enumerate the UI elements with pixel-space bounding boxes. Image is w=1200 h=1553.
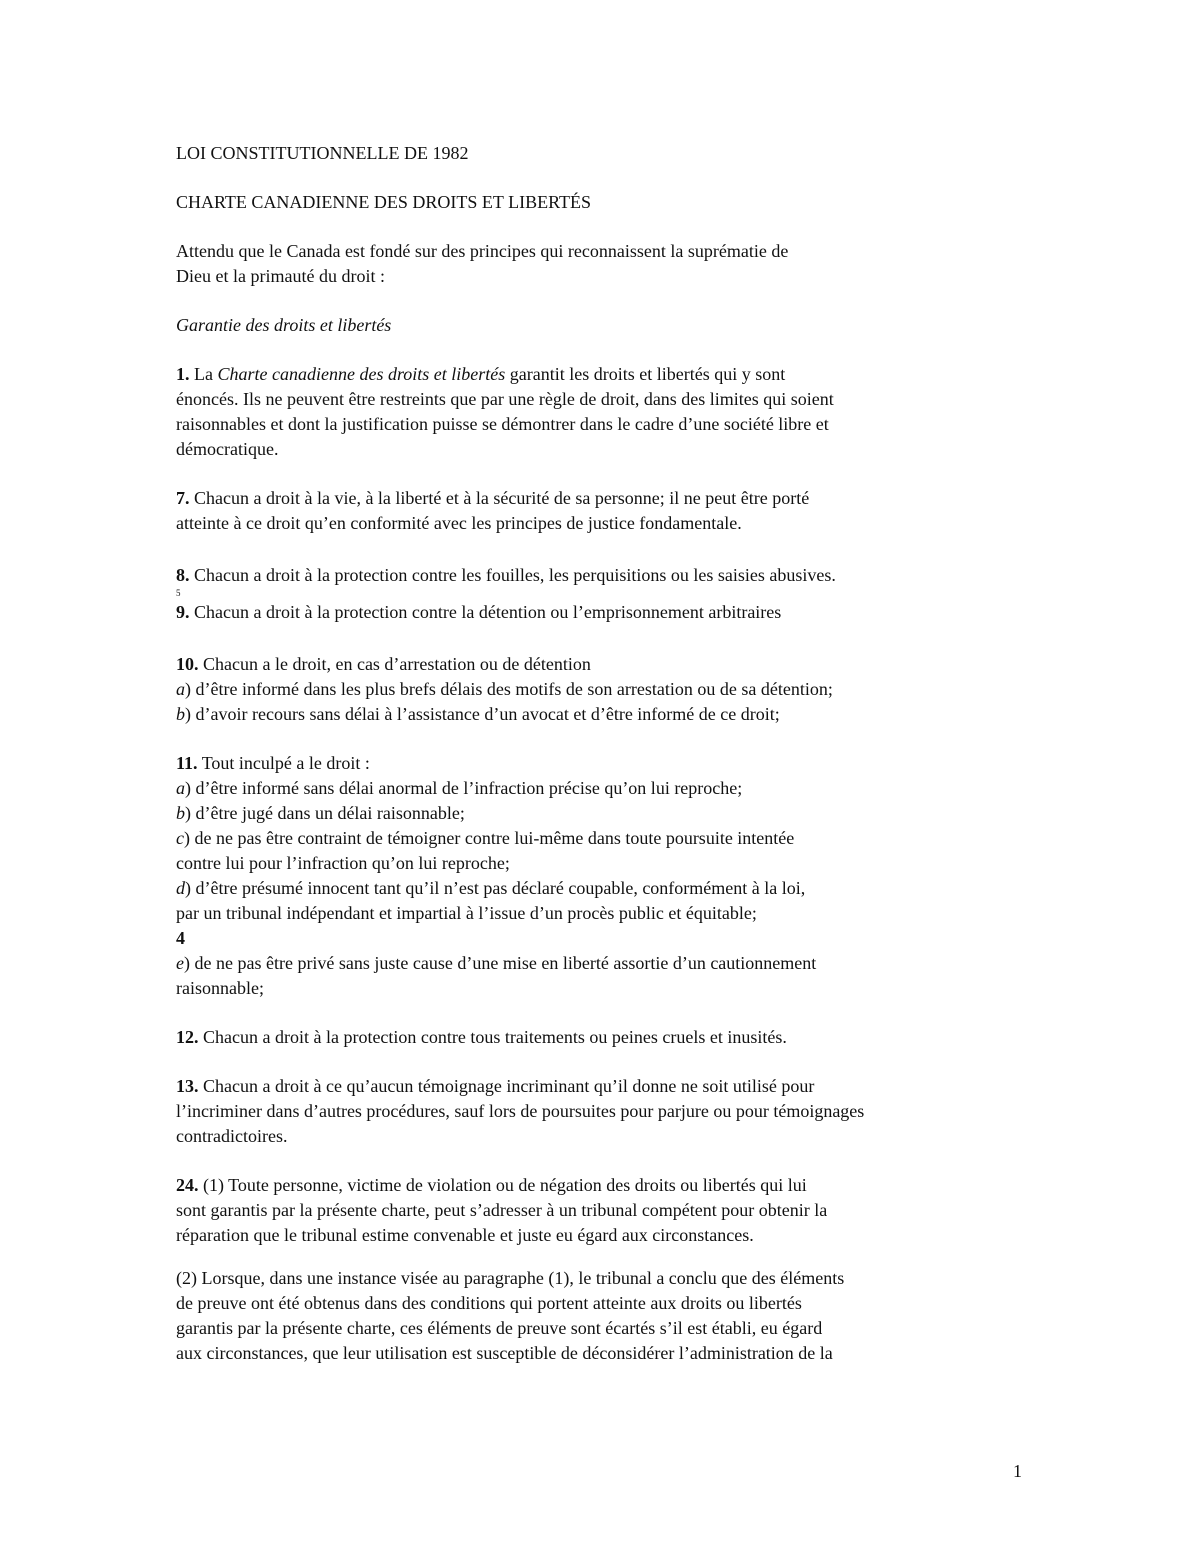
list-item: c) de ne pas être contraint de témoigner contre lui-même dans toute poursuite intentée — [176, 828, 795, 848]
section-12: 12. Chacun a droit à la protection contre tous traitements ou peines cruels et inusités. — [176, 1027, 787, 1047]
section-13: 13. Chacun a droit à ce qu’aucun témoignage incriminant qu’il donne ne soit utilisé pour l’incriminer dans d’autres procédures, sauf lors de poursuites pour parjure ou pour témoignages contradictoires. — [176, 1074, 1036, 1149]
section-number: 8. — [176, 565, 190, 585]
preamble-line: Dieu et la primauté du droit : — [176, 266, 385, 286]
stray-number: 4 — [176, 928, 185, 948]
section-heading: Garantie des droits et libertés — [176, 315, 392, 335]
charter-title: CHARTE CANADIENNE DES DROITS ET LIBERTÉS — [176, 192, 591, 212]
section-number: 1. — [176, 364, 190, 384]
list-item-continuation: raisonnable; — [176, 978, 264, 998]
paragraph-line: contradictoires. — [176, 1126, 288, 1146]
section-7: 7. Chacun a droit à la vie, à la liberté et à la sécurité de sa personne; il ne peut être porté atteinte à ce droit qu’en conformité avec les principes de justice fondamentale. — [176, 486, 1036, 536]
paragraph-line: atteinte à ce droit qu’en conformité avec les principes de justice fondamentale. — [176, 513, 742, 533]
section-9: 9. Chacun a droit à la protection contre la détention ou l’emprisonnement arbitraires — [176, 602, 782, 622]
section-10: 10. Chacun a le droit, en cas d’arrestation ou de détention a) d’être informé dans les plus brefs délais des motifs de son arrestation ou de sa détention; b) d’avoir recours sans délai à l’assistance d’un avocat et d’être informé de ce droit; — [176, 652, 1036, 727]
paragraph-line: aux circonstances, que leur utilisation est susceptible de déconsidérer l’administration de la — [176, 1343, 833, 1363]
section-8: 8. Chacun a droit à la protection contre les fouilles, les perquisitions ou les saisies abusives. — [176, 565, 836, 585]
section-number: 13. — [176, 1076, 199, 1096]
list-item: a) d’être informé dans les plus brefs délais des motifs de son arrestation ou de sa détention; — [176, 679, 833, 699]
section-1: 1. La Charte canadienne des droits et libertés garantit les droits et libertés qui y sont énoncés. Ils ne peuvent être restreints que par une règle de droit, dans des limites qui soient raisonnables et dont la justification puisse se démontrer dans le cadre d’une société libre et démocratique. — [176, 362, 1036, 462]
list-item: a) d’être informé sans délai anormal de l’infraction précise qu’on lui reproche; — [176, 778, 743, 798]
page-number: 1 — [1013, 1461, 1022, 1481]
document-title: LOI CONSTITUTIONNELLE DE 1982 — [176, 143, 469, 163]
charter-name: Charte canadienne des droits et libertés — [217, 364, 506, 384]
preamble — [176, 239, 1036, 289]
stray-mark: 5 — [176, 588, 181, 598]
paragraph-line: l’incriminer dans d’autres procédures, sauf lors de poursuites pour parjure ou pour témoignages — [176, 1101, 865, 1121]
list-item-continuation: contre lui pour l’infraction qu’on lui reproche; — [176, 853, 510, 873]
section-number: 11. — [176, 753, 198, 773]
paragraph-line: de preuve ont été obtenus dans des conditions qui portent atteinte aux droits ou libertés — [176, 1293, 802, 1313]
section-number: 7. — [176, 488, 190, 508]
paragraph-line: (2) Lorsque, dans une instance visée au paragraphe (1), le tribunal a conclu que des éléments — [176, 1268, 845, 1288]
section-number: 24. — [176, 1175, 199, 1195]
list-item-continuation: par un tribunal indépendant et impartial à l’issue d’un procès public et équitable; — [176, 903, 757, 923]
paragraph-line: sont garantis par la présente charte, peut s’adresser à un tribunal compétent pour obtenir la — [176, 1200, 828, 1220]
paragraph-line: réparation que le tribunal estime convenable et juste eu égard aux circonstances. — [176, 1225, 754, 1245]
section-11: 11. Tout inculpé a le droit : a) d’être informé sans délai anormal de l’infraction précise qu’on lui reproche; b) d’être jugé dans un délai raisonnable; c) de ne pas être contraint de témoigner contre lui-même dans toute poursuite intentée contre lui pour l’infraction qu’on lui reproche; d) d’être présumé innocent tant qu’il n’est pas déclaré coupable, conformément à la loi, par un tribunal indépendant et impartial à l’issue d’un procès public et équitable; 4 e) de ne pas être privé sans juste cause d’une mise en liberté assortie d’un cautionnement raisonnable; — [176, 751, 1036, 1001]
document-page — [176, 141, 1036, 1366]
paragraph-line: énoncés. Ils ne peuvent être restreints que par une règle de droit, dans des limites qui soient — [176, 389, 834, 409]
section-24: 24. (1) Toute personne, victime de violation ou de négation des droits ou libertés qui lui sont garantis par la présente charte, peut s’adresser à un tribunal compétent pour obtenir la réparation que le tribunal estime convenable et juste eu égard aux circonstances. (2) Lorsque, dans une instance visée au paragraphe (1), le tribunal a conclu que des éléments de preuve ont été obtenus dans des conditions qui portent atteinte aux droits ou libertés garantis par la présente charte, ces éléments de preuve sont écartés s’il est établi, eu égard aux circonstances, que leur utilisation est susceptible de déconsidérer l’administration de la — [176, 1173, 1036, 1366]
section-number: 9. — [176, 602, 190, 622]
list-item: d) d’être présumé innocent tant qu’il n’est pas déclaré coupable, conformément à la loi, — [176, 878, 806, 898]
list-item: e) de ne pas être privé sans juste cause d’une mise en liberté assortie d’un cautionnement — [176, 953, 817, 973]
paragraph-line: raisonnables et dont la justification puisse se démontrer dans le cadre d’une société libre et — [176, 414, 829, 434]
paragraph-line: démocratique. — [176, 439, 279, 459]
preamble-line: Attendu que le Canada est fondé sur des principes qui reconnaissent la suprématie de — [176, 241, 789, 261]
section-number: 10. — [176, 654, 199, 674]
section-number: 12. — [176, 1027, 199, 1047]
list-item: b) d’être jugé dans un délai raisonnable; — [176, 803, 465, 823]
list-item: b) d’avoir recours sans délai à l’assistance d’un avocat et d’être informé de ce droit; — [176, 704, 780, 724]
paragraph-line: garantis par la présente charte, ces éléments de preuve sont écartés s’il est établi, eu égard — [176, 1318, 823, 1338]
